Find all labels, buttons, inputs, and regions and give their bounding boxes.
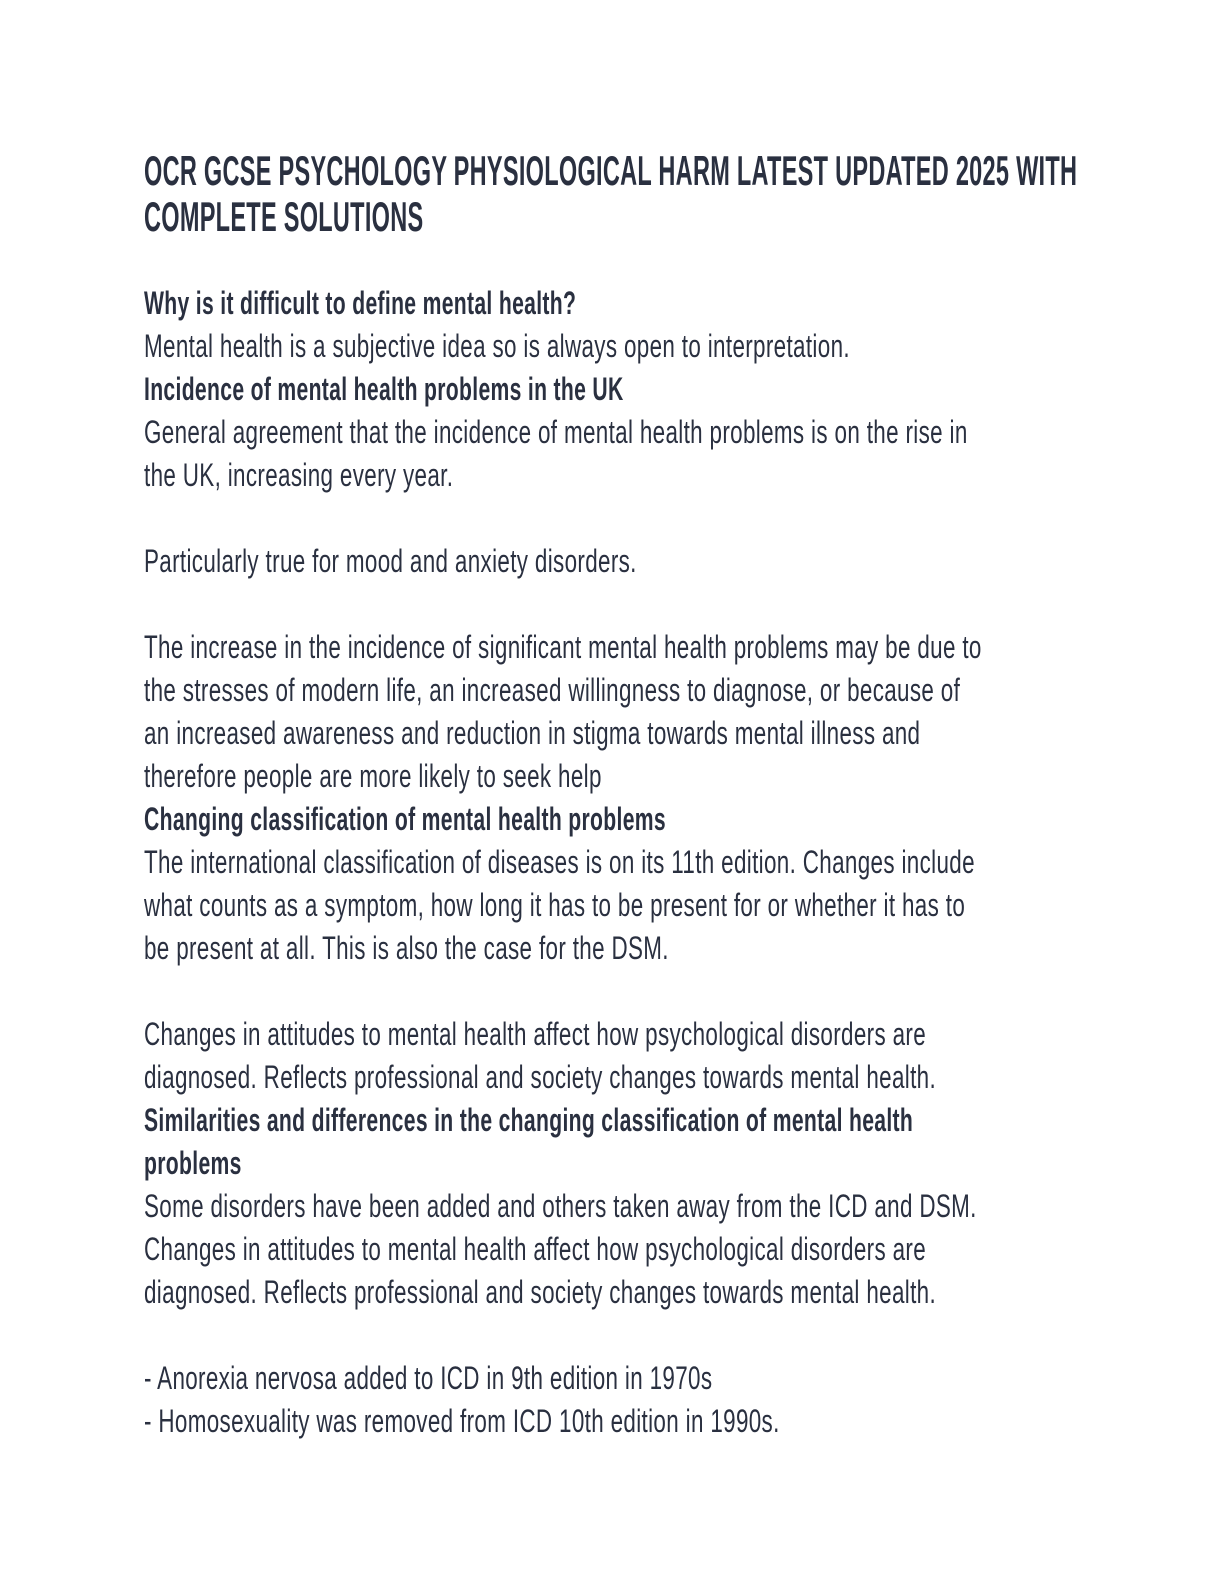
body-line: therefore people are more likely to seek help <box>144 758 602 794</box>
body-line: Particularly true for mood and anxiety disorders. <box>144 543 637 579</box>
section-heading-define-mental-health: Why is it difficult to define mental health? <box>144 285 577 321</box>
body-line: General agreement that the incidence of mental health problems is on the rise in <box>144 414 968 450</box>
title-spacer <box>144 240 1084 282</box>
body-line: the UK, increasing every year. <box>144 457 454 493</box>
body-line: Mental health is a subjective idea so is always open to interpretation. <box>144 328 850 364</box>
body-line: The increase in the incidence of significant mental health problems may be due to <box>144 629 982 665</box>
section-heading-similarities-differences-2: problems <box>144 1145 242 1181</box>
body-line: the stresses of modern life, an increased willingness to diagnose, or because of <box>144 672 961 708</box>
section-heading-changing-classification: Changing classification of mental health problems <box>144 801 666 837</box>
body-line: an increased awareness and reduction in stigma towards mental illness and <box>144 715 921 751</box>
blank-line <box>144 970 802 1013</box>
body-line: diagnosed. Reflects professional and society changes towards mental health. <box>144 1059 937 1095</box>
document-title-line-2: COMPLETE SOLUTIONS <box>144 193 424 240</box>
blank-line <box>144 497 802 540</box>
document-title-line-1: OCR GCSE PSYCHOLOGY PHYSIOLOGICAL HARM LATEST UPDATED 2025 WITH <box>144 147 1078 194</box>
blank-line <box>144 1314 802 1357</box>
body-line: what counts as a symptom, how long it has to be present for or whether it has to <box>144 887 966 923</box>
bullet-line-anorexia: - Anorexia nervosa added to ICD in 9th edition in 1970s <box>144 1360 713 1396</box>
body-line: diagnosed. Reflects professional and society changes towards mental health. <box>144 1274 937 1310</box>
body-line: Some disorders have been added and others taken away from the ICD and DSM. <box>144 1188 977 1224</box>
body-line: Changes in attitudes to mental health affect how psychological disorders are <box>144 1016 927 1052</box>
section-heading-incidence-uk: Incidence of mental health problems in the UK <box>144 371 624 407</box>
document-content <box>144 148 1084 1443</box>
section-heading-similarities-differences-1: Similarities and differences in the changing classification of mental health <box>144 1102 914 1138</box>
bullet-line-homosexuality: - Homosexuality was removed from ICD 10th edition in 1990s. <box>144 1403 780 1439</box>
body-line: The international classification of diseases is on its 11th edition. Changes include <box>144 844 975 880</box>
body-line: Changes in attitudes to mental health affect how psychological disorders are <box>144 1231 927 1267</box>
blank-line <box>144 583 802 626</box>
body-line: be present at all. This is also the case for the DSM. <box>144 930 669 966</box>
